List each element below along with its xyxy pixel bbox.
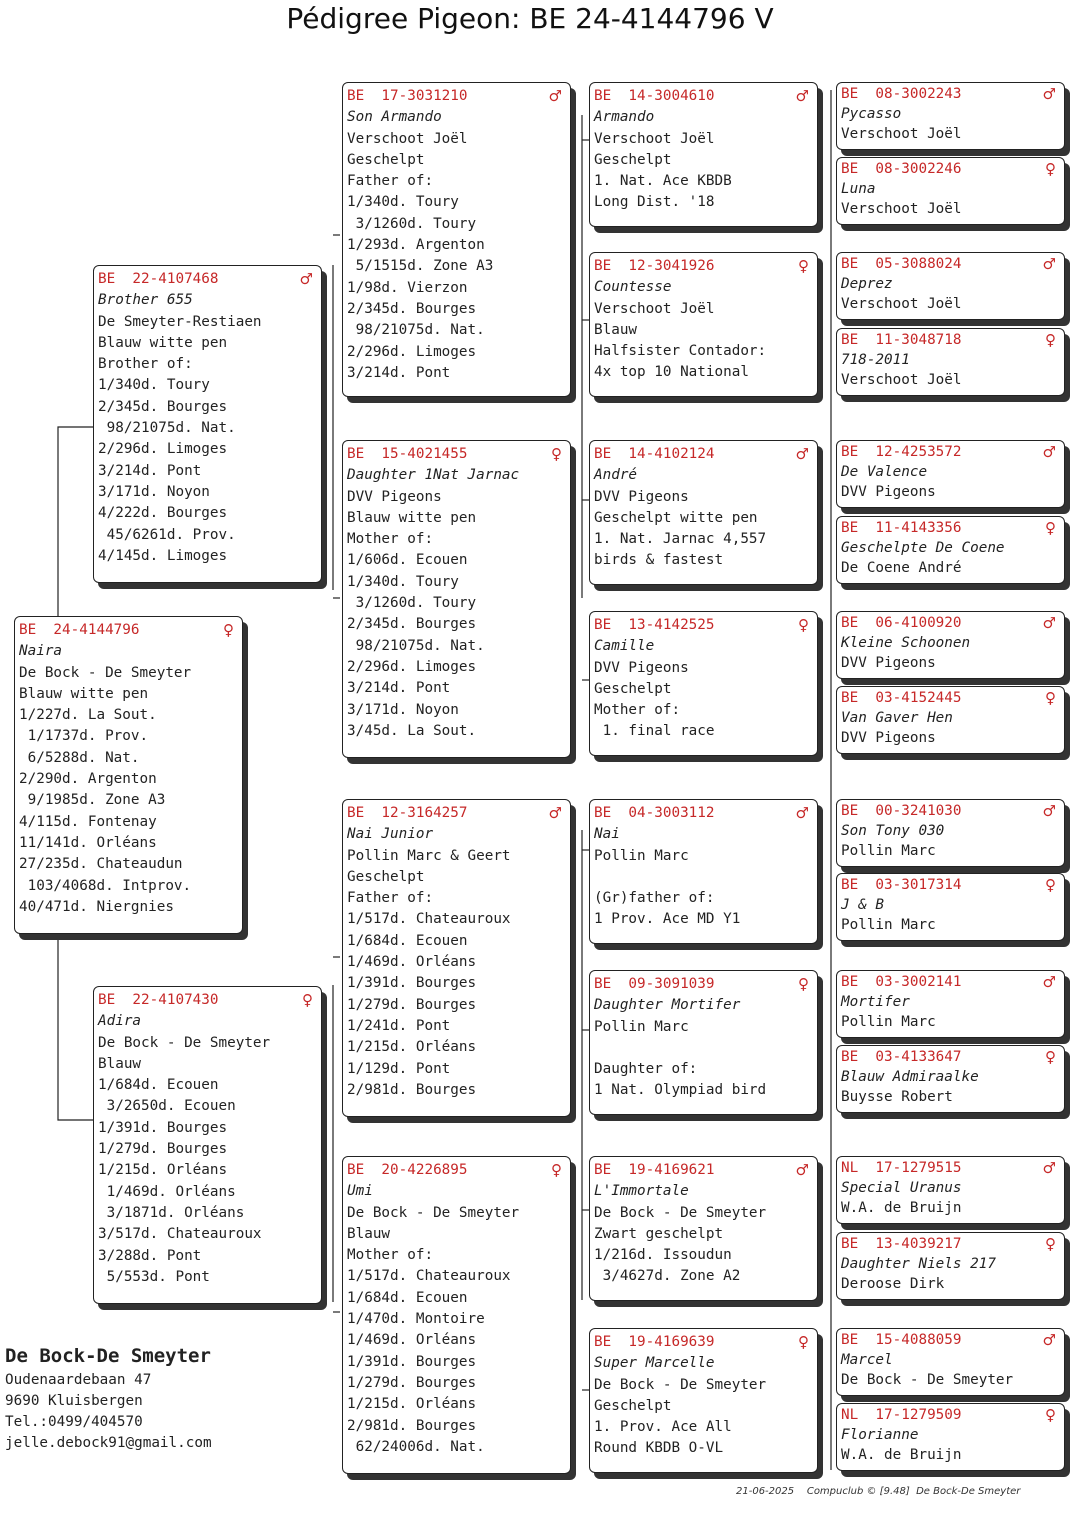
pigeon-info-line: 4/222d. Bourges (98, 505, 228, 522)
pigeon-info-line: Verschoot Joël (594, 130, 715, 147)
ring-header (841, 442, 1060, 462)
pigeon-card-dam (93, 986, 322, 1304)
ring-number: BE 03-4133647 (841, 1049, 962, 1065)
ring-number: BE 12-4253572 (841, 444, 962, 460)
ring-header (347, 86, 566, 107)
pigeon-name: Umi (347, 1183, 373, 1200)
pigeon-info-line: 1/227d. La Sout. (19, 707, 157, 724)
pigeon-card-gen4-7 (836, 611, 1065, 679)
pigeon-info-line: Geschelpt (347, 868, 425, 885)
pigeon-info-line: Verschoot Joël (594, 300, 715, 317)
ring-number: BE 22-4107468 (98, 271, 219, 287)
pigeon-info-line: 3/1871d. Orléans (98, 1204, 245, 1221)
male-icon: ♂ (1042, 802, 1056, 820)
pigeon-info-line: (Gr)father of: (594, 890, 715, 907)
pigeon-info-line: Geschelpt witte pen (594, 509, 758, 526)
pigeon-info-line: 3/2650d. Ecouen (98, 1098, 236, 1115)
pigeon-info-line: Halfsister Contador: (594, 343, 767, 360)
pigeon-card-gen4-15 (836, 1328, 1065, 1396)
pigeon-info-line: 6/5288d. Nat. (19, 749, 140, 766)
pigeon-info-line: 1/215d. Orléans (98, 1162, 228, 1179)
pigeon-info-line: 1/606d. Ecouen (347, 552, 468, 569)
pigeon-card-gen3-1 (589, 82, 818, 227)
male-icon: ♂ (1042, 614, 1056, 632)
pigeon-info-line: 2/290d. Argenton (19, 771, 157, 788)
ring-header (594, 444, 813, 465)
ring-number: BE 19-4169639 (594, 1334, 715, 1350)
pigeon-info-line: 1. Nat. Jarnac 4,557 (594, 531, 767, 548)
male-icon: ♂ (795, 87, 809, 105)
ring-header (841, 254, 1060, 274)
pigeon-info-line: De Bock - De Smeyter (98, 1034, 271, 1051)
ring-header (594, 86, 813, 107)
ring-header (841, 159, 1060, 179)
male-icon: ♂ (548, 87, 562, 105)
pigeon-name: Daughter 1Nat Jarnac (347, 467, 520, 484)
pigeon-info-line: 4x top 10 National (594, 364, 749, 381)
pigeon-card-gen4-3 (836, 252, 1065, 320)
ring-header (841, 330, 1060, 350)
pigeon-info-line: 2/981d. Bourges (347, 1417, 477, 1434)
pigeon-card-gen4-13 (836, 1156, 1065, 1224)
pigeon-name: Nai (594, 826, 620, 843)
female-icon: ♀ (551, 445, 562, 463)
ring-header (841, 518, 1060, 538)
ring-number: BE 04-3003112 (594, 805, 715, 821)
female-icon: ♀ (302, 991, 313, 1009)
owner-city: 9690 Kluisbergen (5, 1393, 143, 1409)
pigeon-name: Naira (19, 643, 63, 660)
pigeon-card-dam-sire (342, 799, 571, 1117)
pigeon-info-line: birds & fastest (594, 552, 724, 569)
male-icon: ♂ (1042, 85, 1056, 103)
pigeon-info-line: 2/345d. Bourges (98, 398, 228, 415)
pigeon-info-line: 1/391d. Bourges (347, 975, 477, 992)
ring-header (594, 256, 813, 277)
pigeon-info-line: DVV Pigeons (594, 659, 689, 676)
pigeon-info-line: 1/469d. Orléans (347, 954, 477, 971)
pigeon-info-line: 2/296d. Limoges (347, 658, 477, 675)
pigeon-info-line: Mother of: (347, 1247, 434, 1264)
pigeon-info-line: 103/4068d. Intprov. (19, 877, 192, 894)
pigeon-info-line: 2/296d. Limoges (98, 441, 228, 458)
pigeon-info-line: DVV Pigeons (841, 730, 936, 746)
pigeon-info-line: 98/21075d. Nat. (347, 637, 485, 654)
ring-header (841, 1158, 1060, 1178)
pigeon-info-line: 1 Prov. Ace MD Y1 (594, 911, 741, 928)
owner-name: De Bock-De Smeyter (5, 1345, 211, 1367)
female-icon: ♀ (1045, 519, 1056, 537)
pigeon-info-line: 1/241d. Pont (347, 1017, 451, 1034)
pigeon-name: Super Marcelle (594, 1355, 715, 1372)
pigeon-info-line: DVV Pigeons (841, 655, 936, 671)
female-icon: ♀ (1045, 1048, 1056, 1066)
pigeon-info-line: Mother of: (347, 531, 434, 548)
pigeon-info-line: Verschoot Joël (841, 201, 962, 217)
pigeon-card-gen4-5 (836, 440, 1065, 508)
pigeon-info-line: Blauw witte pen (347, 509, 477, 526)
pigeon-name: Kleine Schoonen (841, 635, 971, 651)
ring-number: BE 24-4144796 (19, 622, 140, 638)
ring-number: BE 05-3088024 (841, 256, 962, 272)
pigeon-info-line: 1/517d. Chateauroux (347, 1268, 511, 1285)
female-icon: ♀ (1045, 160, 1056, 178)
pigeon-name: Daughter Niels 217 (841, 1256, 996, 1272)
pigeon-info-line: De Coene André (841, 560, 962, 576)
pigeon-card-subject (14, 616, 243, 934)
pigeon-info-line: 2/296d. Limoges (347, 343, 477, 360)
pigeon-info-line: 3/171d. Noyon (98, 483, 210, 500)
ring-number: BE 15-4021455 (347, 446, 468, 462)
pigeon-info-line: 3/214d. Pont (347, 680, 451, 697)
pigeon-info-line: 11/141d. Orléans (19, 834, 157, 851)
female-icon: ♀ (798, 1333, 809, 1351)
pigeon-card-gen4-10 (836, 873, 1065, 941)
ring-header (841, 613, 1060, 633)
pigeon-name: L'Immortale (594, 1183, 689, 1200)
ring-number: BE 08-3002243 (841, 86, 962, 102)
pigeon-info-line: 1/469d. Orléans (347, 1332, 477, 1349)
pigeon-info-line: Blauw (594, 321, 638, 338)
pigeon-info-line: Brother of: (98, 356, 193, 373)
ring-number: BE 12-3041926 (594, 258, 715, 274)
pigeon-card-gen4-14 (836, 1232, 1065, 1300)
pigeon-info-line: De Bock - De Smeyter (19, 664, 192, 681)
pigeon-card-gen4-9 (836, 799, 1065, 867)
pigeon-info-line: 1/391d. Bourges (347, 1353, 477, 1370)
ring-number: BE 11-3048718 (841, 332, 962, 348)
pigeon-info-line: 3/4627d. Zone A2 (594, 1268, 741, 1285)
pigeon-card-gen3-4 (589, 611, 818, 756)
pigeon-info-line: W.A. de Bruijn (841, 1200, 962, 1216)
ring-number: BE 08-3002246 (841, 161, 962, 177)
ring-number: BE 06-4100920 (841, 615, 962, 631)
male-icon: ♂ (299, 270, 313, 288)
pigeon-info-line: DVV Pigeons (594, 488, 689, 505)
male-icon: ♂ (1042, 1159, 1056, 1177)
pigeon-info-line: 1/98d. Vierzon (347, 279, 468, 296)
pigeon-card-gen3-3 (589, 440, 818, 585)
pigeon-info-line: 45/6261d. Prov. (98, 526, 236, 543)
pigeon-name: Armando (594, 109, 655, 126)
pigeon-name: Blauw Admiraalke (841, 1069, 979, 1085)
ring-header (841, 801, 1060, 821)
female-icon: ♀ (551, 1161, 562, 1179)
pigeon-info-line: Blauw (347, 1225, 391, 1242)
pigeon-info-line: 5/1515d. Zone A3 (347, 258, 494, 275)
ring-header (841, 1047, 1060, 1067)
pigeon-info-line: 1/216d. Issoudun (594, 1247, 732, 1264)
pigeon-name: J & B (841, 897, 885, 913)
pigeon-name: Son Tony 030 (841, 823, 945, 839)
pigeon-card-gen4-1 (836, 82, 1065, 150)
pigeon-name: Camille (594, 638, 655, 655)
pigeon-info-line: Long Dist. '18 (594, 194, 715, 211)
pigeon-info-line: 4/145d. Limoges (98, 547, 228, 564)
pigeon-card-sire (93, 265, 322, 583)
page-title: Pédigree Pigeon: BE 24-4144796 V (286, 2, 774, 35)
pigeon-card-gen3-8 (589, 1328, 818, 1473)
pigeon-info-line: 1/279d. Bourges (347, 996, 477, 1013)
pigeon-info-line: DVV Pigeons (347, 488, 442, 505)
pigeon-info-line: 2/345d. Bourges (347, 616, 477, 633)
pigeon-info-line: De Bock - De Smeyter (841, 1372, 1014, 1388)
pigeon-name: Special Uranus (841, 1180, 962, 1196)
pigeon-info-line: Geschelpt (594, 680, 672, 697)
pigeon-card-dam-dam (342, 1156, 571, 1474)
pigeon-info-line: 1/129d. Pont (347, 1060, 451, 1077)
pigeon-info-line: 1/684d. Ecouen (347, 932, 468, 949)
pigeon-info-line: 1/215d. Orléans (347, 1396, 477, 1413)
ring-header (594, 1160, 813, 1181)
pigeon-info-line: 98/21075d. Nat. (347, 322, 485, 339)
female-icon: ♀ (223, 621, 234, 639)
ring-header (98, 269, 317, 290)
pigeon-info-line: 9/1985d. Zone A3 (19, 792, 166, 809)
pigeon-card-gen4-6 (836, 516, 1065, 584)
female-icon: ♀ (1045, 689, 1056, 707)
pigeon-info-line: 1/684d. Ecouen (98, 1077, 219, 1094)
ring-number: BE 13-4039217 (841, 1236, 962, 1252)
pigeon-info-line: 1. Nat. Ace KBDB (594, 173, 732, 190)
pigeon-card-gen3-7 (589, 1156, 818, 1301)
female-icon: ♀ (1045, 876, 1056, 894)
pigeon-info-line: Deroose Dirk (841, 1276, 945, 1292)
pigeon-info-line: 4/115d. Fontenay (19, 813, 157, 830)
pigeon-info-line: Verschoot Joël (841, 296, 962, 312)
pigeon-name: De Valence (841, 464, 928, 480)
pigeon-name: Marcel (841, 1352, 893, 1368)
pigeon-info-line: Pollin Marc (841, 1014, 936, 1030)
pigeon-name: Luna (841, 181, 876, 197)
pigeon-card-gen4-12 (836, 1045, 1065, 1113)
pigeon-card-gen3-6 (589, 970, 818, 1115)
pigeon-info-line: 3/1260d. Toury (347, 595, 477, 612)
ring-number: BE 20-4226895 (347, 1162, 468, 1178)
pigeon-info-line: 3/214d. Pont (347, 364, 451, 381)
ring-header (841, 875, 1060, 895)
ring-number: BE 03-3002141 (841, 974, 962, 990)
pigeon-card-gen4-2 (836, 157, 1065, 225)
pigeon-info-line: W.A. de Bruijn (841, 1447, 962, 1463)
ring-number: BE 11-4143356 (841, 520, 962, 536)
pigeon-info-line: Pollin Marc (841, 917, 936, 933)
ring-number: BE 12-3164257 (347, 805, 468, 821)
pigeon-name: Van Gaver Hen (841, 710, 953, 726)
pigeon-card-gen4-11 (836, 970, 1065, 1038)
ring-header (841, 1405, 1060, 1425)
pigeon-info-line: 1/469d. Orléans (98, 1183, 236, 1200)
pigeon-info-line: 1/340d. Toury (347, 573, 459, 590)
pigeon-info-line: 98/21075d. Nat. (98, 420, 236, 437)
pigeon-info-line: Geschelpt (594, 1397, 672, 1414)
ring-number: BE 03-4152445 (841, 690, 962, 706)
ring-header (594, 803, 813, 824)
pigeon-info-line (594, 1038, 813, 1059)
pigeon-info-line: DVV Pigeons (841, 484, 936, 500)
male-icon: ♂ (1042, 973, 1056, 991)
pigeon-name: Mortifer (841, 994, 910, 1010)
pigeon-info-line: Blauw (98, 1055, 142, 1072)
ring-header (347, 444, 566, 465)
pigeon-info-line: Pollin Marc & Geert (347, 847, 511, 864)
ring-number: NL 17-1279515 (841, 1160, 962, 1176)
pigeon-info-line: 3/288d. Pont (98, 1247, 202, 1264)
pigeon-info-line: De Bock - De Smeyter (594, 1376, 767, 1393)
male-icon: ♂ (795, 1161, 809, 1179)
ring-header (841, 688, 1060, 708)
male-icon: ♂ (795, 804, 809, 822)
pigeon-name: Son Armando (347, 109, 442, 126)
pigeon-info-line: 1/1737d. Prov. (19, 728, 149, 745)
pigeon-info-line: 3/45d. La Sout. (347, 722, 477, 739)
female-icon: ♀ (1045, 1406, 1056, 1424)
pigeon-name: Brother 655 (98, 292, 193, 309)
pigeon-info-line: Geschelpt (594, 151, 672, 168)
pigeon-info-line: Mother of: (594, 702, 681, 719)
pigeon-info-line: 1/470d. Montoire (347, 1311, 485, 1328)
pigeon-info-line: 1/684d. Ecouen (347, 1289, 468, 1306)
ring-header (594, 615, 813, 636)
ring-header (19, 620, 238, 641)
female-icon: ♀ (798, 975, 809, 993)
pigeon-info-line: 1/279d. Bourges (347, 1374, 477, 1391)
pigeon-info-line: 3/171d. Noyon (347, 701, 459, 718)
pigeon-info-line: 1. Prov. Ace All (594, 1419, 732, 1436)
pigeon-name: 718-2011 (841, 352, 910, 368)
ring-number: BE 13-4142525 (594, 617, 715, 633)
pigeon-info-line: 62/24006d. Nat. (347, 1438, 485, 1455)
pigeon-name: Daughter Mortifer (594, 997, 741, 1014)
male-icon: ♂ (795, 445, 809, 463)
owner-email: jelle.debock91@gmail.com (5, 1435, 212, 1451)
ring-number: BE 14-4102124 (594, 446, 715, 462)
pigeon-name: Florianne (841, 1427, 919, 1443)
ring-header (594, 1332, 813, 1353)
pigeon-info-line: 5/553d. Pont (98, 1268, 210, 1285)
pigeon-info-line: 1/517d. Chateauroux (347, 911, 511, 928)
pigeon-card-gen4-4 (836, 328, 1065, 396)
owner-block (5, 1342, 212, 1454)
pigeon-name: Pycasso (841, 106, 902, 122)
pigeon-name: Nai Junior (347, 826, 434, 843)
pigeon-info-line: 1/391d. Bourges (98, 1119, 228, 1136)
ring-header (841, 972, 1060, 992)
ring-header (347, 803, 566, 824)
pigeon-info-line: 40/471d. Niergnies (19, 898, 174, 915)
pigeon-info-line: Blauw witte pen (19, 685, 149, 702)
ring-number: BE 03-3017314 (841, 877, 962, 893)
pigeon-card-sire-sire (342, 82, 571, 397)
ring-number: BE 19-4169621 (594, 1162, 715, 1178)
pigeon-info-line: 1/293d. Argenton (347, 237, 485, 254)
owner-phone: Tel.:0499/404570 (5, 1414, 143, 1430)
pigeon-info-line: Father of: (347, 173, 434, 190)
female-icon: ♀ (1045, 1235, 1056, 1253)
pigeon-info-line: Zwart geschelpt (594, 1225, 724, 1242)
pigeon-info-line: 1/279d. Bourges (98, 1141, 228, 1158)
pigeon-name: Adira (98, 1013, 142, 1030)
pigeon-info-line: Pollin Marc (594, 1018, 689, 1035)
female-icon: ♀ (798, 257, 809, 275)
ring-number: BE 17-3031210 (347, 88, 468, 104)
pigeon-card-gen3-5 (589, 799, 818, 944)
ring-number: BE 22-4107430 (98, 992, 219, 1008)
pigeon-card-gen4-8 (836, 686, 1065, 754)
ring-number: BE 09-3091039 (594, 976, 715, 992)
ring-header (98, 990, 317, 1011)
owner-address: Oudenaardebaan 47 (5, 1372, 152, 1388)
ring-header (841, 84, 1060, 104)
ring-header (841, 1234, 1060, 1254)
footer-credits: 21-06-2025 Compuclub © [9.48] De Bock-De Smeyter (736, 1486, 1021, 1497)
ring-header (347, 1160, 566, 1181)
pigeon-info-line: Blauw witte pen (98, 334, 228, 351)
female-icon: ♀ (1045, 331, 1056, 349)
pigeon-info-line: 3/214d. Pont (98, 462, 202, 479)
ring-number: BE 00-3241030 (841, 803, 962, 819)
pigeon-info-line: 2/981d. Bourges (347, 1081, 477, 1098)
ring-number: BE 14-3004610 (594, 88, 715, 104)
pigeon-info-line: 1/340d. Toury (98, 377, 210, 394)
ring-number: NL 17-1279509 (841, 1407, 962, 1423)
pigeon-info-line: Pollin Marc (841, 843, 936, 859)
pigeon-name: Countesse (594, 279, 672, 296)
pigeon-info-line: De Smeyter-Restiaen (98, 313, 262, 330)
pigeon-info-line: Verschoot Joël (841, 372, 962, 388)
ring-header (841, 1330, 1060, 1350)
ring-number: BE 15-4088059 (841, 1332, 962, 1348)
pigeon-info-line: Geschelpt (347, 151, 425, 168)
pigeon-name: Geschelpte De Coene (841, 540, 1005, 556)
pigeon-card-gen3-2 (589, 252, 818, 397)
pigeon-info-line: 1/340d. Toury (347, 194, 459, 211)
pigeon-card-sire-dam (342, 440, 571, 758)
ring-header (594, 974, 813, 995)
female-icon: ♀ (798, 616, 809, 634)
pigeon-info-line: 1/215d. Orléans (347, 1039, 477, 1056)
pigeon-info-line: Daughter of: (594, 1061, 698, 1078)
male-icon: ♂ (1042, 255, 1056, 273)
male-icon: ♂ (548, 804, 562, 822)
male-icon: ♂ (1042, 443, 1056, 461)
pigeon-info-line: 3/1260d. Toury (347, 215, 477, 232)
pigeon-info-line: 1. final race (594, 723, 715, 740)
pigeon-info-line: De Bock - De Smeyter (594, 1204, 767, 1221)
pigeon-info-line: Buysse Robert (841, 1089, 953, 1105)
pigeon-name: André (594, 467, 638, 484)
pigeon-card-gen4-16 (836, 1403, 1065, 1471)
pigeon-info-line: 3/517d. Chateauroux (98, 1226, 262, 1243)
pigeon-info-line: Pollin Marc (594, 847, 689, 864)
pigeon-info-line (594, 867, 813, 888)
pigeon-info-line: 1 Nat. Olympiad bird (594, 1082, 767, 1099)
pigeon-info-line: Verschoot Joël (841, 126, 962, 142)
pigeon-name: Deprez (841, 276, 893, 292)
pigeon-info-line: Verschoot Joël (347, 130, 468, 147)
pigeon-info-line: 2/345d. Bourges (347, 300, 477, 317)
male-icon: ♂ (1042, 1331, 1056, 1349)
pigeon-info-line: Round KBDB O-VL (594, 1440, 724, 1457)
pigeon-info-line: Father of: (347, 890, 434, 907)
pigeon-info-line: De Bock - De Smeyter (347, 1204, 520, 1221)
pigeon-info-line: 27/235d. Chateaudun (19, 856, 183, 873)
